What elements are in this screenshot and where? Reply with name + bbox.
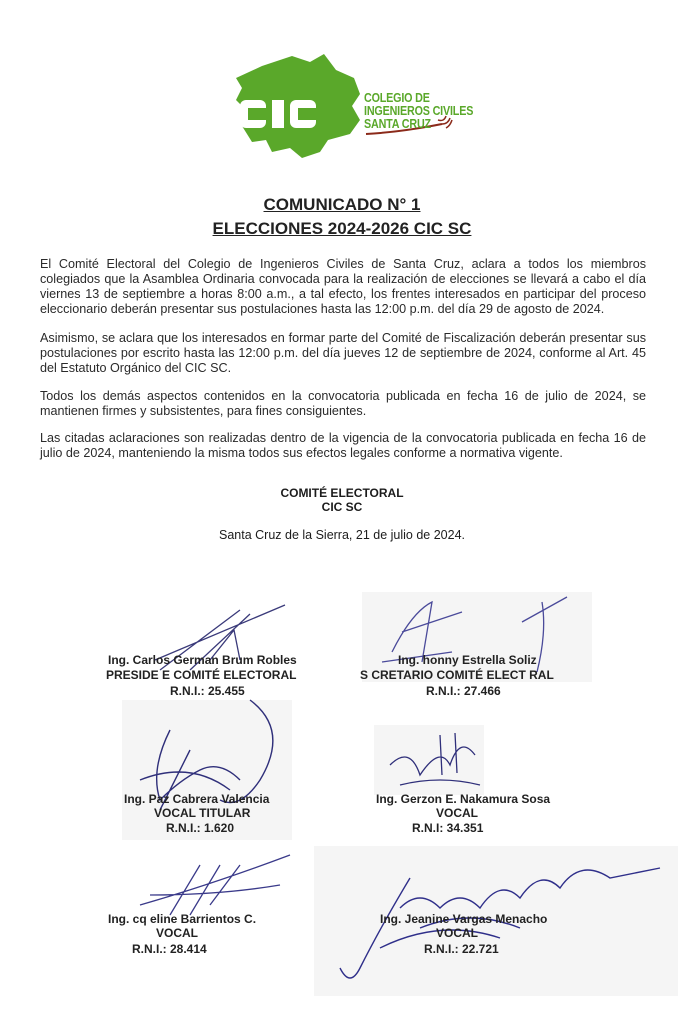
signatory-name: Ing. Gerzon E. Nakamura Sosa <box>376 792 551 806</box>
signatory-rni: R.N.I.: 22.721 <box>424 942 499 956</box>
signatory-role: VOCAL TITULAR <box>154 806 251 820</box>
paragraph-1: El Comité Electoral del Colegio de Ingenieros Civiles de Santa Cruz, aclara a todos los miembros colegiados que la Asamblea Ordinaria convocada para la realización de elecciones se llevará a cabo el día viernes 13 de septiembre a horas 8:00 a.m., a tal efecto, los frentes interesados en participar del proceso eleccionario deberán presentar sus postulaciones hasta las 12:00 p.m. del día 29 de agosto de 2024. <box>40 257 646 316</box>
signatory-rni: R.N.I.: 25.455 <box>170 684 245 698</box>
signatory-name: Ing. cq eline Barrientos C. <box>108 912 257 926</box>
date-line: Santa Cruz de la Sierra, 21 de julio de 2024. <box>219 528 465 542</box>
signatory-rni: R.N.I.: 1.620 <box>166 821 235 835</box>
signatory-rni: R.N.I: 34.351 <box>412 821 484 835</box>
signatory-rni: R.N.I.: 27.466 <box>426 684 501 698</box>
cic-logo <box>232 48 482 164</box>
signatory-role: S CRETARIO COMITÉ ELECT RAL <box>360 668 554 682</box>
heading-line-2: ELECCIONES 2024-2026 CIC SC <box>212 219 472 238</box>
signatory-rni: R.N.I.: 28.414 <box>132 942 207 956</box>
logo-line-2: INGENIEROS CIVILES <box>364 104 474 118</box>
signatory-role: VOCAL <box>156 926 198 940</box>
committee-subtitle: CIC SC <box>321 500 363 514</box>
logo-line-3: SANTA CRUZ <box>364 117 431 131</box>
logo-text <box>364 92 473 131</box>
heading-line-1: COMUNICADO N° 1 <box>263 195 421 214</box>
signatory-name: Ing. Carlos German Brum Robles <box>108 653 297 667</box>
paragraph-2: Asimismo, se aclara que los interesados en formar parte del Comité de Fiscalización deberán presentar sus postulaciones por escrito hasta las 12:00 p.m. del día jueves 12 de septiembre de 2024, conforme al Art. 45 del Estatuto Orgánico del CIC SC. <box>40 331 646 375</box>
paragraph-4: Las citadas aclaraciones son realizadas dentro de la vigencia de la convocatoria publicada en fecha 16 de julio de 2024, manteniendo la misma todos sus efectos legales conforme a normativa vigente. <box>40 431 646 460</box>
logo-line-1: COLEGIO DE <box>364 91 430 105</box>
signatory-name: Ing. Jeanine Vargas Menacho <box>380 912 548 926</box>
signatory-role: VOCAL <box>436 926 478 940</box>
signature-vocal-icon <box>380 725 490 795</box>
paragraph-3: Todos los demás aspectos contenidos en la convocatoria publicada en fecha 16 de julio de 2024, se mantienen firmes y subsistentes, para fines consiguientes. <box>40 389 646 418</box>
signatory-name: Ing. honny Estrella Soliz <box>398 653 537 667</box>
signatory-name: Ing. Paz Cabrera Valencia <box>124 792 270 806</box>
signatory-role: PRESIDE E COMITÉ ELECTORAL <box>106 668 297 682</box>
committee-title: COMITÉ ELECTORAL <box>280 486 404 500</box>
signatory-role: VOCAL <box>436 806 478 820</box>
